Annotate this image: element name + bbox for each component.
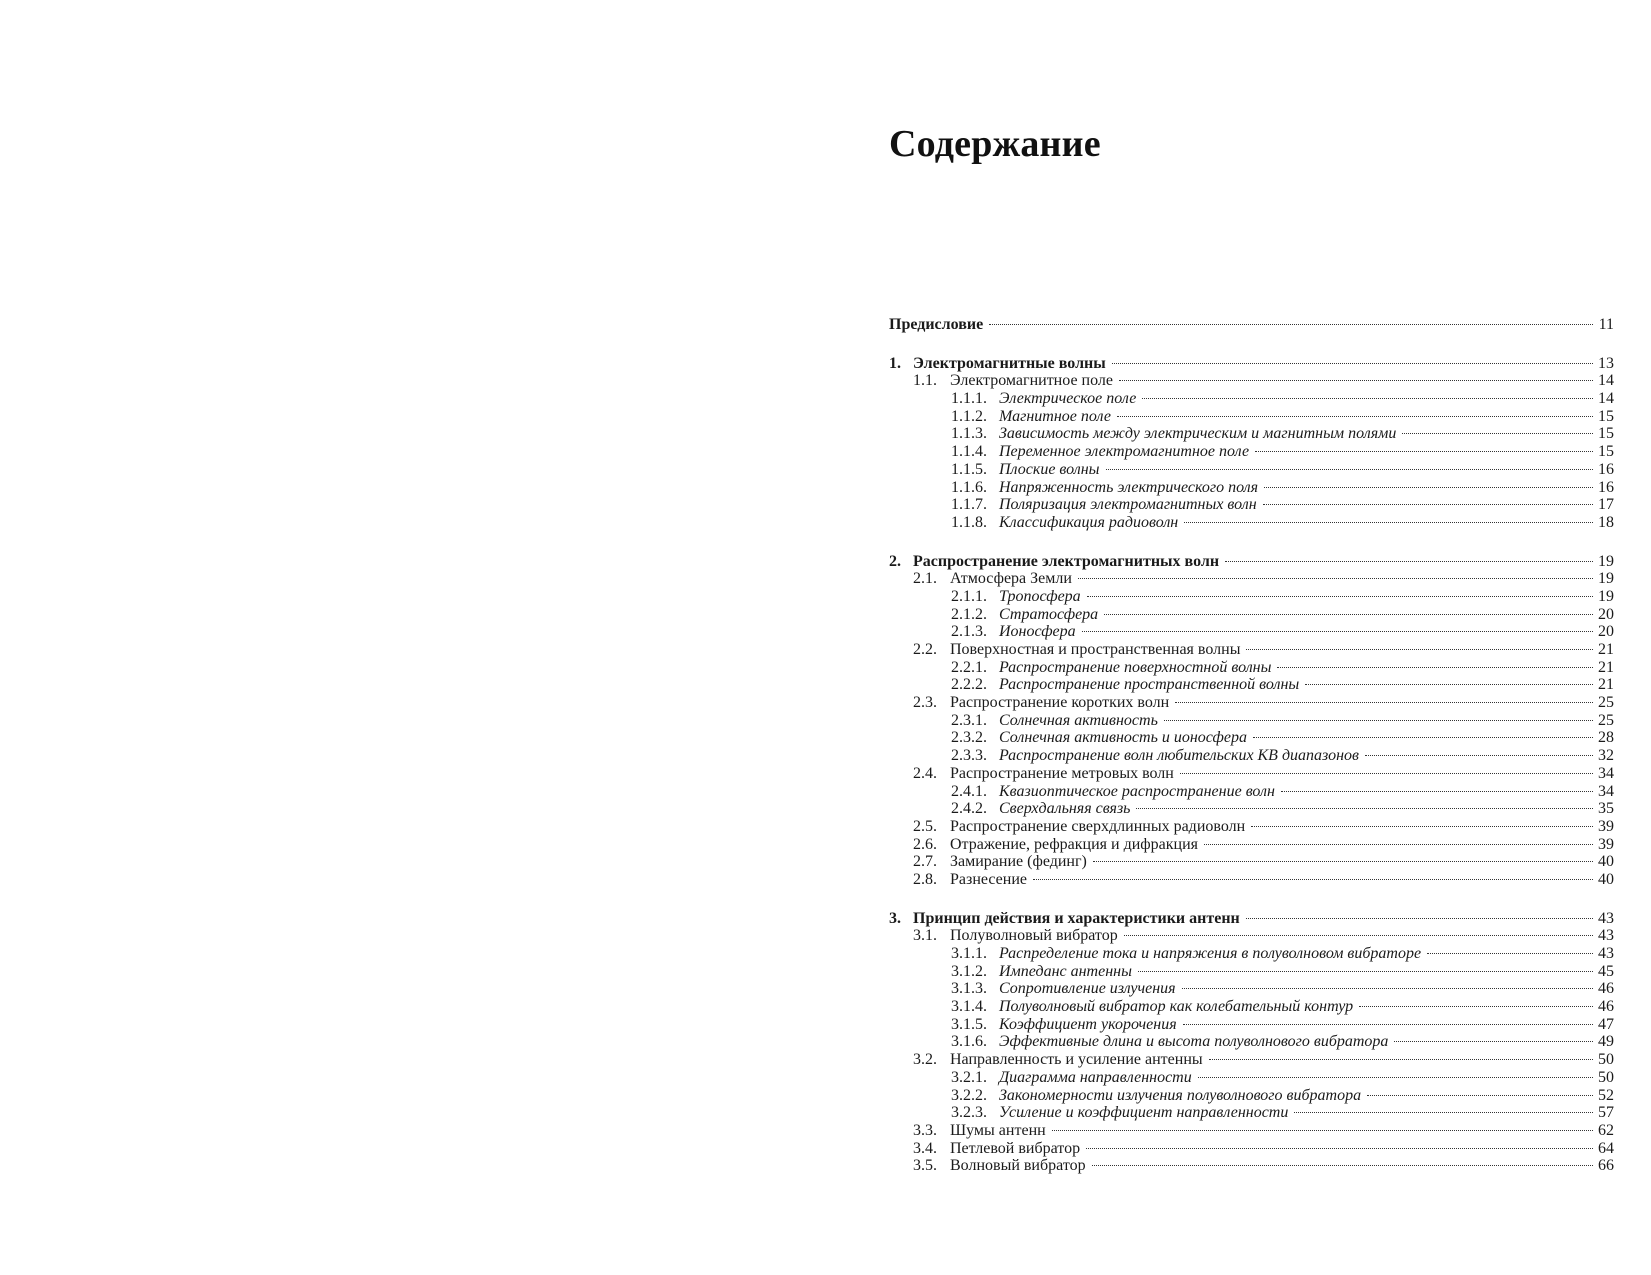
toc-entry-number: 3.2. <box>913 1051 937 1069</box>
toc-entry <box>889 963 1614 981</box>
toc-entry-number: 2.1.1. <box>951 587 987 605</box>
dot-leader <box>1182 988 1593 989</box>
toc-entry <box>889 479 1614 497</box>
toc-entry-page-number: 15 <box>1598 425 1614 443</box>
toc-entry-title: Плоские волны <box>999 460 1100 478</box>
toc-entry-number: 2.4. <box>913 764 937 782</box>
toc-entry <box>889 1140 1614 1158</box>
toc-entry-title: Предисловие <box>889 316 984 333</box>
toc-entry <box>889 461 1614 479</box>
toc-entry <box>889 1033 1614 1051</box>
toc-entry-page-number: 19 <box>1598 552 1614 570</box>
toc-entry <box>889 1016 1614 1034</box>
toc-entry-page-number: 40 <box>1598 870 1614 888</box>
toc-entry-title: Коэффициент укорочения <box>999 1015 1177 1033</box>
toc-entry-page-number: 43 <box>1598 909 1614 927</box>
toc-entry <box>889 927 1614 945</box>
toc-entry-page-number: 21 <box>1598 641 1614 658</box>
toc-entry-number: 3.1.5. <box>951 1015 987 1033</box>
toc-entry-title: Магнитное поле <box>999 407 1111 425</box>
toc-entry-number: 3.3. <box>913 1121 937 1139</box>
toc-entry <box>889 425 1614 443</box>
toc-entry-number: 3.1.2. <box>951 962 987 980</box>
toc-entry-title: Разнесение <box>950 870 1028 888</box>
toc-entry-title: Квазиоптическое распространение волн <box>999 782 1275 800</box>
toc-entry-title: Распространение метровых волн <box>950 764 1174 782</box>
dot-leader <box>1119 380 1593 381</box>
dot-leader <box>1082 631 1593 632</box>
toc-entry-page-number: 20 <box>1598 623 1614 641</box>
toc-entry-title: Волновый вибратор <box>950 1157 1086 1175</box>
dot-leader <box>1198 1077 1593 1078</box>
page-title: Содержание <box>889 123 1101 165</box>
toc-entry <box>889 945 1614 963</box>
dot-leader <box>1264 487 1593 488</box>
toc-entry-number: 3. <box>889 909 901 927</box>
dot-leader <box>1184 522 1593 523</box>
toc-entry-page-number: 19 <box>1598 587 1614 605</box>
dot-leader <box>1117 416 1593 417</box>
toc-entry-title: Направленность и усиление антенны <box>950 1051 1203 1069</box>
toc-entry-title: Диаграмма направленности <box>999 1068 1192 1086</box>
toc-entry-page-number: 15 <box>1598 407 1614 425</box>
toc-entry-page-number: 11 <box>1598 316 1614 333</box>
toc-entry-page-number: 62 <box>1598 1121 1614 1139</box>
toc-entry <box>889 1069 1614 1087</box>
toc-entry-title: Усиление и коэффициент направленности <box>999 1104 1289 1122</box>
dot-leader <box>1136 808 1593 809</box>
dot-leader <box>1183 1024 1593 1025</box>
toc-entry <box>889 390 1614 408</box>
toc-entry-number: 1.1.2. <box>951 407 987 425</box>
toc-entry <box>889 570 1614 588</box>
dot-leader <box>1251 826 1593 827</box>
toc-entry <box>889 800 1614 818</box>
toc-entry-page-number: 45 <box>1598 962 1614 980</box>
dot-leader <box>1164 720 1593 721</box>
toc-entry <box>889 514 1614 532</box>
toc-entry-number: 1.1.5. <box>951 460 987 478</box>
dot-leader <box>1359 1006 1593 1007</box>
toc-entry-number: 1.1.8. <box>951 513 987 531</box>
toc-entry <box>889 694 1614 712</box>
dot-leader <box>1092 1165 1593 1166</box>
toc-entry-page-number: 13 <box>1598 354 1614 372</box>
toc-entry-title: Электромагнитное поле <box>950 372 1113 390</box>
dot-leader <box>1402 433 1593 434</box>
toc-entry-page-number: 49 <box>1598 1033 1614 1051</box>
toc-entry <box>889 496 1614 514</box>
toc-entry-title: Атмосфера Земли <box>950 570 1072 588</box>
toc-entry <box>889 1157 1614 1175</box>
toc-entry-number: 2.4.1. <box>951 782 987 800</box>
toc-entry-title: Распространение пространственной волны <box>999 676 1300 694</box>
dot-leader <box>1033 879 1593 880</box>
table-of-contents <box>889 316 1614 1175</box>
toc-entry-page-number: 25 <box>1598 694 1614 712</box>
toc-entry-number: 1. <box>889 354 901 372</box>
toc-entry-title: Зависимость между электрическим и магнитным полями <box>999 425 1397 443</box>
dot-leader <box>1124 935 1593 936</box>
dot-leader <box>1394 1041 1593 1042</box>
toc-entry-page-number: 32 <box>1598 747 1614 765</box>
toc-entry-title: Сверхдальняя связь <box>999 800 1131 818</box>
dot-leader <box>1175 702 1593 703</box>
dot-leader <box>1086 1148 1593 1149</box>
toc-entry-page-number: 57 <box>1598 1104 1614 1122</box>
toc-entry-number: 3.1.3. <box>951 980 987 998</box>
toc-entry <box>889 443 1614 461</box>
dot-leader <box>1277 667 1593 668</box>
toc-entry-number: 2.3. <box>913 694 937 712</box>
dot-leader <box>1225 561 1593 562</box>
toc-entry <box>889 1122 1614 1140</box>
toc-entry-page-number: 21 <box>1598 658 1614 676</box>
toc-entry <box>889 623 1614 641</box>
toc-entry <box>889 588 1614 606</box>
toc-entry <box>889 871 1614 889</box>
toc-entry-number: 1.1.6. <box>951 478 987 496</box>
toc-entry <box>889 818 1614 836</box>
toc-entry-title: Шумы антенн <box>950 1121 1046 1139</box>
toc-entry-page-number: 17 <box>1598 496 1614 514</box>
toc-entry <box>889 606 1614 624</box>
toc-entry-number: 1.1.1. <box>951 390 987 408</box>
dot-leader <box>1294 1112 1593 1113</box>
toc-entry-page-number: 43 <box>1598 927 1614 945</box>
toc-entry-page-number: 39 <box>1598 817 1614 835</box>
toc-entry-number: 3.2.2. <box>951 1086 987 1104</box>
dot-leader <box>1138 971 1593 972</box>
toc-entry-number: 2.6. <box>913 835 937 853</box>
toc-entry-number: 1.1. <box>913 372 937 390</box>
toc-entry-number: 3.1.6. <box>951 1033 987 1051</box>
toc-entry <box>889 712 1614 730</box>
dot-leader <box>1078 578 1593 579</box>
toc-entry-number: 3.1.4. <box>951 998 987 1016</box>
toc-entry-number: 2.8. <box>913 870 937 888</box>
toc-entry-number: 3.1. <box>913 927 937 945</box>
toc-entry-page-number: 50 <box>1598 1051 1614 1069</box>
toc-entry <box>889 316 1614 334</box>
toc-entry-number: 2.1.2. <box>951 605 987 623</box>
toc-entry-title: Распространение коротких волн <box>950 694 1170 712</box>
toc-entry-title: Электромагнитные волны <box>913 354 1106 372</box>
toc-entry-title: Полуволновый вибратор <box>950 927 1118 945</box>
toc-entry <box>889 641 1614 659</box>
toc-entry-page-number: 39 <box>1598 835 1614 853</box>
toc-entry-page-number: 28 <box>1598 729 1614 747</box>
toc-entry <box>889 729 1614 747</box>
toc-entry-page-number: 43 <box>1598 945 1614 962</box>
dot-leader <box>1087 596 1593 597</box>
toc-entry <box>889 910 1614 928</box>
toc-entry <box>889 1104 1614 1122</box>
toc-entry-number: 2.2.2. <box>951 676 987 694</box>
dot-leader <box>1142 398 1593 399</box>
dot-leader <box>1209 1059 1593 1060</box>
dot-leader <box>1180 773 1593 774</box>
toc-entry-page-number: 50 <box>1598 1068 1614 1086</box>
toc-entry <box>889 747 1614 765</box>
toc-entry-page-number: 15 <box>1598 443 1614 461</box>
toc-entry-page-number: 25 <box>1598 711 1614 729</box>
toc-entry-number: 2.1.3. <box>951 623 987 641</box>
toc-entry-number: 3.1.1. <box>951 945 987 962</box>
toc-entry <box>889 1087 1614 1105</box>
toc-entry-number: 2.7. <box>913 853 937 871</box>
toc-entry-number: 2.3.3. <box>951 747 987 765</box>
toc-entry-number: 3.2.3. <box>951 1104 987 1122</box>
toc-entry-page-number: 66 <box>1598 1157 1614 1175</box>
toc-entry-page-number: 40 <box>1598 853 1614 871</box>
toc-entry-title: Электрическое поле <box>999 390 1137 408</box>
toc-entry-title: Распределение тока и напряжения в полуволновом вибраторе <box>999 945 1422 962</box>
toc-entry-title: Стратосфера <box>999 605 1099 623</box>
toc-entry-title: Сопротивление излучения <box>999 980 1176 998</box>
toc-entry-title: Принцип действия и характеристики антенн <box>913 909 1240 927</box>
toc-entry <box>889 676 1614 694</box>
toc-entry-title: Распространение сверхдлинных радиоволн <box>950 817 1246 835</box>
dot-leader <box>989 324 1593 325</box>
toc-entry-page-number: 52 <box>1598 1086 1614 1104</box>
toc-entry-number: 1.1.7. <box>951 496 987 514</box>
toc-entry-page-number: 47 <box>1598 1015 1614 1033</box>
toc-entry-number: 3.4. <box>913 1139 937 1157</box>
toc-entry-page-number: 21 <box>1598 676 1614 694</box>
dot-leader <box>1253 737 1593 738</box>
toc-entry-number: 2. <box>889 552 901 570</box>
toc-entry-page-number: 16 <box>1598 460 1614 478</box>
toc-entry-number: 2.1. <box>913 570 937 588</box>
toc-entry-title: Распространение волн любительских КВ диапазонов <box>999 747 1359 765</box>
dot-leader <box>1305 684 1593 685</box>
toc-entry <box>889 836 1614 854</box>
toc-entry-title: Импеданс антенны <box>999 962 1132 980</box>
toc-entry-number: 3.5. <box>913 1157 937 1175</box>
dot-leader <box>1365 755 1593 756</box>
toc-entry-number: 2.3.2. <box>951 729 987 747</box>
toc-entry-number: 2.2. <box>913 641 937 658</box>
toc-entry <box>889 1051 1614 1069</box>
toc-entry-page-number: 34 <box>1598 782 1614 800</box>
toc-entry-page-number: 35 <box>1598 800 1614 818</box>
toc-entry <box>889 998 1614 1016</box>
toc-entry-title: Ионосфера <box>999 623 1076 641</box>
toc-entry-title: Переменное электромагнитное поле <box>999 443 1250 461</box>
toc-entry-number: 2.3.1. <box>951 711 987 729</box>
dot-leader <box>1263 504 1593 505</box>
dot-leader <box>1255 451 1593 452</box>
toc-entry-title: Эффективные длина и высота полуволнового вибратора <box>999 1033 1389 1051</box>
dot-leader <box>1106 469 1594 470</box>
dot-leader <box>1427 953 1593 954</box>
toc-entry-page-number: 14 <box>1598 390 1614 408</box>
dot-leader <box>1052 1130 1593 1131</box>
toc-entry-title: Классификация радиоволн <box>999 513 1179 531</box>
toc-entry-number: 2.2.1. <box>951 658 987 676</box>
dot-leader <box>1104 614 1593 615</box>
dot-leader <box>1112 363 1593 364</box>
dot-leader <box>1281 791 1593 792</box>
toc-entry <box>889 853 1614 871</box>
dot-leader <box>1093 861 1593 862</box>
dot-leader <box>1246 918 1593 919</box>
toc-entry-page-number: 46 <box>1598 980 1614 998</box>
toc-entry-title: Тропосфера <box>999 587 1081 605</box>
toc-entry-page-number: 16 <box>1598 478 1614 496</box>
toc-entry <box>889 355 1614 373</box>
toc-entry-title: Поляризация электромагнитных волн <box>999 496 1257 514</box>
toc-entry-title: Солнечная активность и ионосфера <box>999 729 1247 747</box>
toc-entry <box>889 765 1614 783</box>
toc-entry <box>889 372 1614 390</box>
toc-entry-title: Петлевой вибратор <box>950 1139 1081 1157</box>
toc-entry-page-number: 18 <box>1598 513 1614 531</box>
toc-entry-number: 3.2.1. <box>951 1068 987 1086</box>
toc-entry-title: Поверхностная и пространственная волны <box>950 641 1241 658</box>
toc-entry <box>889 659 1614 677</box>
dot-leader <box>1246 649 1593 650</box>
toc-entry <box>889 408 1614 426</box>
toc-entry-title: Напряженность электрического поля <box>999 478 1259 496</box>
toc-entry-number: 2.5. <box>913 817 937 835</box>
toc-entry-number: 1.1.4. <box>951 443 987 461</box>
toc-entry-page-number: 19 <box>1598 570 1614 588</box>
toc-entry-page-number: 64 <box>1598 1139 1614 1157</box>
toc-entry-page-number: 14 <box>1598 372 1614 390</box>
toc-entry-page-number: 20 <box>1598 605 1614 623</box>
toc-entry-title: Отражение, рефракция и дифракция <box>950 835 1199 853</box>
toc-entry <box>889 783 1614 801</box>
toc-entry-title: Распространение электромагнитных волн <box>913 552 1220 570</box>
toc-entry-title: Солнечная активность <box>999 711 1158 729</box>
toc-entry-title: Полуволновый вибратор как колебательный контур <box>999 998 1354 1016</box>
toc-entry-page-number: 34 <box>1598 764 1614 782</box>
toc-entry-title: Закономерности излучения полуволнового вибратора <box>999 1086 1362 1104</box>
toc-entry-title: Замирание (фединг) <box>950 853 1087 871</box>
toc-entry-number: 2.4.2. <box>951 800 987 818</box>
toc-entry-title: Распространение поверхностной волны <box>999 658 1272 676</box>
toc-entry <box>889 980 1614 998</box>
dot-leader <box>1204 844 1593 845</box>
toc-entry-number: 1.1.3. <box>951 425 987 443</box>
dot-leader <box>1367 1095 1593 1096</box>
toc-entry <box>889 553 1614 571</box>
toc-entry-page-number: 46 <box>1598 998 1614 1016</box>
